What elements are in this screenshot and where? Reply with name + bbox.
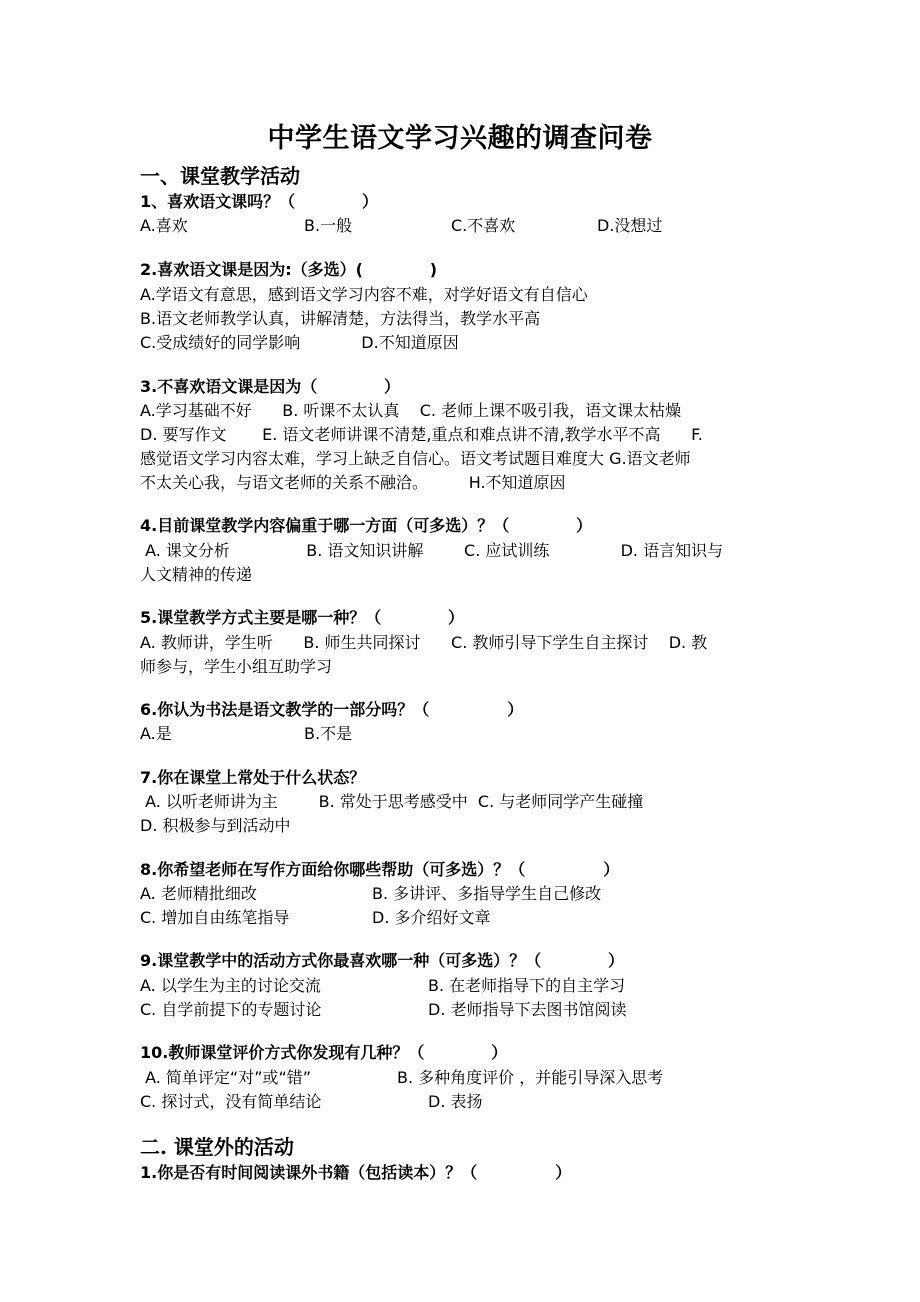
q1-option-b: B.一般 [304,216,353,235]
q7-line-2: D. 积极参与到活动中 [140,816,291,835]
q2-line-3: C.受成绩好的同学影响 D.不知道原因 [140,333,459,352]
q10-option-b: B. 多种角度评价 ，并能引导深入思考 [397,1068,664,1087]
q5-line-2: 师参与，学生小组互助学习 [140,657,333,676]
question-2: 2.喜欢语文课是因为:（多选）( ) [140,260,438,279]
q3-line-3: 感觉语文学习内容太难，学习上缺乏自信心。语文考试题目难度大 G.语文老师 [140,449,691,468]
section-heading-outside: 二. 课堂外的活动 [140,1135,294,1159]
q10-option-d: D. 表扬 [428,1092,483,1111]
section2-question-1: 1.你是否有时间阅读课外书籍（包括读本）？（ ） [140,1163,572,1182]
q8-option-d: D. 多介绍好文章 [372,908,491,927]
document-title: 中学生语文学习兴趣的调查问卷 [267,123,653,154]
q10-option-a: A. 简单评定“对”或“错” [140,1068,312,1087]
q9-option-b: B. 在老师指导下的自主学习 [428,976,626,995]
section-heading-classroom: 一、课堂教学活动 [140,164,300,188]
q6-option-b: B.不是 [304,724,353,743]
question-6: 6.你认为书法是语文教学的一部分吗？（ ） [140,700,524,719]
question-4: 4.目前课堂教学内容偏重于哪一方面（可多选）？（ ） [140,516,593,535]
q9-option-c: C. 自学前提下的专题讨论 [140,1000,322,1019]
question-5: 5.课堂教学方式主要是哪一种？（ ） [140,608,465,627]
q2-line-1: A.学语文有意思，感到语文学习内容不难，对学好语文有自信心 [140,285,588,304]
q10-option-c: C. 探讨式，没有简单结论 [140,1092,322,1111]
q6-option-a: A.是 [140,724,172,743]
q8-option-b: B. 多讲评、多指导学生自己修改 [372,884,602,903]
q3-line-1: A.学习基础不好 B. 听课不太认真 C. 老师上课不吸引我，语文课太枯燥 [140,401,682,420]
q1-option-a: A.喜欢 [140,216,188,235]
q1-option-d: D.没想过 [597,216,663,235]
q8-option-a: A. 老师精批细改 [140,884,257,903]
q9-option-d: D. 老师指导下去图书馆阅读 [428,1000,627,1019]
question-7: 7.你在课堂上常处于什么状态？ [140,768,366,787]
question-1: 1、喜欢语文课吗？（ ） [140,192,378,211]
question-8: 8.你希望老师在写作方面给你哪些帮助（可多选）？（ ） [140,860,620,879]
q4-line-2: 人文精神的传递 [140,565,253,584]
question-9: 9.课堂教学中的活动方式你最喜欢哪一种（可多选）？（ ） [140,951,625,970]
q5-line-1: A. 教师讲，学生听 B. 师生共同探讨 C. 教师引导下学生自主探讨 D. 教 [140,633,708,652]
q2-line-2: B.语文老师教学认真，讲解清楚，方法得当，教学水平高 [140,309,541,328]
q4-line-1: A. 课文分析 B. 语文知识讲解 C. 应试训练 D. 语言知识与 [140,541,724,560]
q8-option-c: C. 增加自由练笔指导 [140,908,290,927]
question-3: 3.不喜欢语文课是因为（ ） [140,377,401,396]
q9-option-a: A. 以学生为主的讨论交流 [140,976,321,995]
question-10: 10.教师课堂评价方式你发现有几种？（ ） [140,1043,508,1062]
q3-line-4: 不太关心我，与语文老师的关系不融洽。 H.不知道原因 [140,473,566,492]
q7-line-1: A. 以听老师讲为主 B. 常处于思考感受中 C. 与老师同学产生碰撞 [140,792,644,811]
q3-line-2: D. 要写作文 E. 语文老师讲课不清楚,重点和难点讲不清,教学水平不高 F. [140,425,703,444]
q1-option-c: C.不喜欢 [451,216,516,235]
